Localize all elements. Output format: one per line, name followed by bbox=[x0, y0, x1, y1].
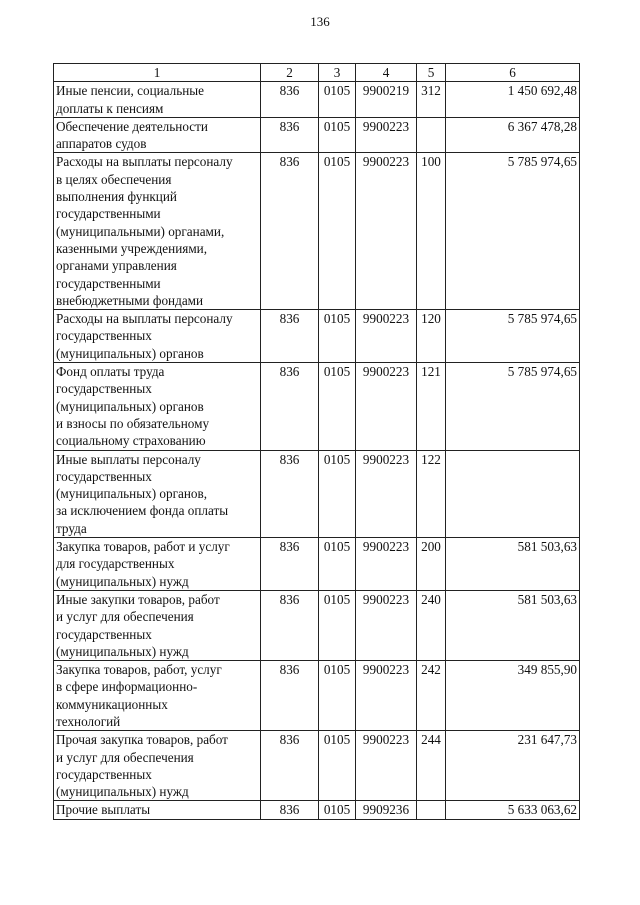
section-code-cell: 0105 bbox=[319, 117, 356, 153]
expense-type-cell: 121 bbox=[417, 363, 446, 450]
table-row bbox=[54, 661, 580, 731]
target-article-cell: 9900223 bbox=[356, 310, 417, 363]
amount-cell: 581 503,63 bbox=[446, 590, 580, 660]
section-code-cell: 0105 bbox=[319, 590, 356, 660]
expense-name-line: выполнения функций bbox=[56, 189, 177, 205]
target-article-cell: 9900223 bbox=[356, 538, 417, 591]
amount-cell: 5 785 974,65 bbox=[446, 363, 580, 450]
expense-name-line: государственными bbox=[56, 275, 161, 291]
target-article-cell: 9900223 bbox=[356, 661, 417, 731]
amount-cell: 5 785 974,65 bbox=[446, 153, 580, 310]
expense-name-cell bbox=[54, 82, 261, 118]
ministry-code-cell: 836 bbox=[261, 450, 319, 537]
column-header: 5 bbox=[417, 64, 446, 82]
expense-name-line: органами управления bbox=[56, 258, 177, 274]
expense-type-cell: 100 bbox=[417, 153, 446, 310]
section-code-cell: 0105 bbox=[319, 538, 356, 591]
expense-name-cell bbox=[54, 590, 261, 660]
ministry-code-cell: 836 bbox=[261, 538, 319, 591]
expense-name-cell bbox=[54, 310, 261, 363]
expense-name-line: Расходы на выплаты персоналу bbox=[56, 154, 233, 170]
section-code-cell: 0105 bbox=[319, 82, 356, 118]
amount-cell: 349 855,90 bbox=[446, 661, 580, 731]
expense-type-cell: 200 bbox=[417, 538, 446, 591]
table-row bbox=[54, 82, 580, 118]
section-code-cell: 0105 bbox=[319, 363, 356, 450]
table-row bbox=[54, 538, 580, 591]
expense-name-line: Прочая закупка товаров, работ bbox=[56, 732, 228, 748]
expense-name-line: Закупка товаров, работ и услуг bbox=[56, 539, 230, 555]
table-row bbox=[54, 731, 580, 801]
amount-cell: 5 633 063,62 bbox=[446, 801, 580, 819]
section-code-cell: 0105 bbox=[319, 450, 356, 537]
expense-name-line: Иные пенсии, социальные bbox=[56, 83, 205, 99]
section-code-cell: 0105 bbox=[319, 801, 356, 819]
target-article-cell: 9900223 bbox=[356, 153, 417, 310]
table-row bbox=[54, 117, 580, 153]
expense-name-line: государственных bbox=[56, 468, 152, 484]
column-header: 4 bbox=[356, 64, 417, 82]
expense-type-cell: 312 bbox=[417, 82, 446, 118]
expense-name-line: и услуг для обеспечения bbox=[56, 749, 194, 765]
ministry-code-cell: 836 bbox=[261, 731, 319, 801]
expense-name-line: коммуникационных bbox=[56, 696, 168, 712]
expense-name-line: технологий bbox=[56, 713, 121, 729]
expense-name-line: в целях обеспечения bbox=[56, 171, 172, 187]
ministry-code-cell: 836 bbox=[261, 590, 319, 660]
amount-cell: 6 367 478,28 bbox=[446, 117, 580, 153]
column-header: 6 bbox=[446, 64, 580, 82]
ministry-code-cell: 836 bbox=[261, 117, 319, 153]
table-row bbox=[54, 801, 580, 819]
column-header: 3 bbox=[319, 64, 356, 82]
expense-name-line: внебюджетными фондами bbox=[56, 292, 204, 308]
expense-name-line: и взносы по обязательному bbox=[56, 415, 210, 431]
expense-name-cell bbox=[54, 661, 261, 731]
amount-cell: 1 450 692,48 bbox=[446, 82, 580, 118]
section-code-cell: 0105 bbox=[319, 731, 356, 801]
expense-name-line: (муниципальных) нужд bbox=[56, 573, 189, 589]
section-code-cell: 0105 bbox=[319, 310, 356, 363]
amount-cell: 231 647,73 bbox=[446, 731, 580, 801]
expense-name-line: (муниципальных) органов, bbox=[56, 486, 208, 502]
target-article-cell: 9900219 bbox=[356, 82, 417, 118]
expense-name-line: для государственных bbox=[56, 556, 175, 572]
ministry-code-cell: 836 bbox=[261, 661, 319, 731]
expense-type-cell: 122 bbox=[417, 450, 446, 537]
table-row bbox=[54, 363, 580, 450]
expense-name-line: Иные выплаты персоналу bbox=[56, 451, 201, 467]
expense-name-cell bbox=[54, 117, 261, 153]
target-article-cell: 9900223 bbox=[356, 590, 417, 660]
expense-name-line: аппаратов судов bbox=[56, 136, 147, 152]
table-row bbox=[54, 590, 580, 660]
expense-name-line: Расходы на выплаты персоналу bbox=[56, 311, 233, 327]
expense-name-line: Иные закупки товаров, работ bbox=[56, 591, 220, 607]
expense-name-line: Закупка товаров, работ, услуг bbox=[56, 662, 222, 678]
target-article-cell: 9900223 bbox=[356, 117, 417, 153]
ministry-code-cell: 836 bbox=[261, 363, 319, 450]
ministry-code-cell: 836 bbox=[261, 801, 319, 819]
column-header: 2 bbox=[261, 64, 319, 82]
expense-name-cell bbox=[54, 801, 261, 819]
expense-name-line: государственных bbox=[56, 766, 152, 782]
expense-type-cell: 244 bbox=[417, 731, 446, 801]
budget-table bbox=[53, 63, 580, 820]
expense-type-cell bbox=[417, 801, 446, 819]
table-row bbox=[54, 153, 580, 310]
table-body bbox=[54, 82, 580, 819]
expense-name-line: в сфере информационно- bbox=[56, 679, 198, 695]
expense-name-cell bbox=[54, 450, 261, 537]
page-number: 136 bbox=[310, 14, 330, 29]
expense-name-line: (муниципальных) органов bbox=[56, 398, 204, 414]
expense-name-cell bbox=[54, 731, 261, 801]
section-code-cell: 0105 bbox=[319, 661, 356, 731]
ministry-code-cell: 836 bbox=[261, 153, 319, 310]
expense-type-cell: 242 bbox=[417, 661, 446, 731]
expense-name-line: (муниципальных) органов bbox=[56, 345, 204, 361]
expense-name-line: Обеспечение деятельности bbox=[56, 118, 208, 134]
header-row bbox=[54, 64, 580, 82]
expense-name-line: труда bbox=[56, 520, 87, 536]
expense-name-line: государственных bbox=[56, 381, 152, 397]
expense-name-line: Фонд оплаты труда bbox=[56, 364, 165, 380]
expense-type-cell: 120 bbox=[417, 310, 446, 363]
amount-cell: 581 503,63 bbox=[446, 538, 580, 591]
expense-type-cell bbox=[417, 117, 446, 153]
expense-name-line: (муниципальных) нужд bbox=[56, 643, 189, 659]
expense-name-line: казенными учреждениями, bbox=[56, 240, 208, 256]
expense-name-cell bbox=[54, 363, 261, 450]
table-row bbox=[54, 450, 580, 537]
expense-name-line: государственных bbox=[56, 626, 152, 642]
expense-name-cell bbox=[54, 538, 261, 591]
expense-name-line: Прочие выплаты bbox=[56, 802, 151, 818]
expense-name-line: за исключением фонда оплаты bbox=[56, 503, 229, 519]
expense-name-line: социальному страхованию bbox=[56, 433, 206, 449]
expense-type-cell: 240 bbox=[417, 590, 446, 660]
expense-name-line: (муниципальных) нужд bbox=[56, 784, 189, 800]
expense-name-line: и услуг для обеспечения bbox=[56, 609, 194, 625]
target-article-cell: 9900223 bbox=[356, 450, 417, 537]
column-header: 1 bbox=[54, 64, 261, 82]
ministry-code-cell: 836 bbox=[261, 310, 319, 363]
section-code-cell: 0105 bbox=[319, 153, 356, 310]
amount-cell: 5 785 974,65 bbox=[446, 310, 580, 363]
expense-name-line: доплаты к пенсиям bbox=[56, 100, 164, 116]
target-article-cell: 9900223 bbox=[356, 363, 417, 450]
ministry-code-cell: 836 bbox=[261, 82, 319, 118]
amount-cell bbox=[446, 450, 580, 537]
table-row bbox=[54, 310, 580, 363]
target-article-cell: 9909236 bbox=[356, 801, 417, 819]
expense-name-line: государственными bbox=[56, 206, 161, 222]
target-article-cell: 9900223 bbox=[356, 731, 417, 801]
expense-name-line: государственных bbox=[56, 328, 152, 344]
expense-name-cell bbox=[54, 153, 261, 310]
expense-name-line: (муниципальными) органами, bbox=[56, 223, 225, 239]
